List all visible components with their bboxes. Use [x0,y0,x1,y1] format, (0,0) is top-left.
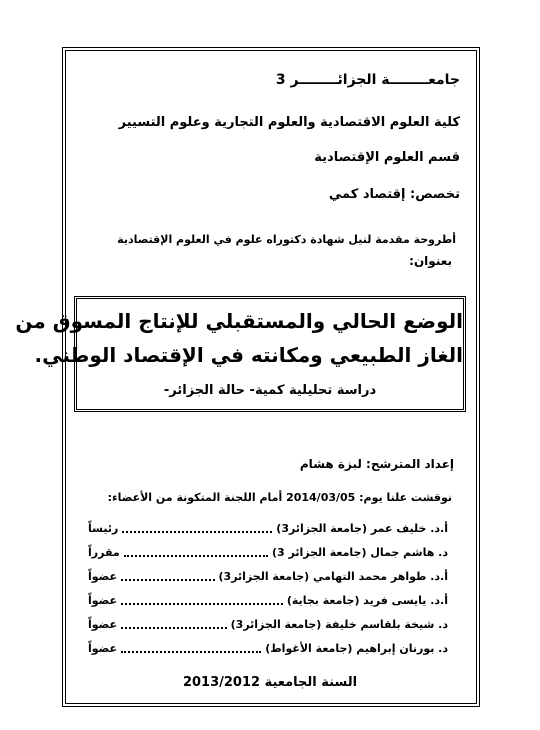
thesis-title-line-1: الوضع الحالي والمستقبلي للإنتاج المسوق من [15,309,463,333]
member-role: عضواً [88,617,118,631]
member-role: رئيساً [88,521,119,535]
thesis-subtitle: دراسة تحليلية كمية- حالة الجزائر- [163,383,377,398]
member-name: د. شيخة بلقاسم خليفة (جامعة الجزائر3) [230,617,448,631]
specialty: تخصص: إقتصاد كمي [328,187,460,202]
academic-year: السنة الجامعية 2013/2012 [182,675,358,690]
faculty-name: كلية العلوم الاقتصادية والعلوم التجارية وعلوم التسيير [118,115,460,130]
member-name: أ.د. خليف عمر (جامعة الجزائر3) [276,521,448,535]
title-box [15,296,466,412]
dotted-leader [121,651,261,653]
committee-member [88,567,448,585]
committee-member [88,591,448,609]
dotted-leader [124,555,268,557]
member-name: أ.د. يايسى فريد (جامعة بجاية) [286,593,448,607]
committee-member [88,639,448,657]
dotted-leader [121,627,227,629]
thesis-title-line-2: الغاز الطبيعي ومكانته في الإقتصاد الوطني. [34,343,463,367]
member-role: عضواً [88,593,118,607]
under-title-label: بعنوان: [409,254,452,268]
member-name: أ.د. طواهر محمد التهامي (جامعة الجزائر3) [218,569,448,583]
member-name: د. بورنان إبراهيم (جامعة الأغواط) [265,641,448,655]
member-name: د. هاشم جمال (جامعة الجزائر 3) [271,545,448,559]
candidate-name: إعداد المترشح: لبزة هشام [299,457,454,471]
thesis-statement: أطروحة مقدمة لنيل شهادة دكتوراه علوم في العلوم الإقتصادية [117,233,456,246]
member-role: مقرراً [88,545,120,559]
committee-member [88,615,448,633]
committee-member [88,519,448,537]
defense-statement: نوقشت علنا يوم: 2014/03/05 أمام اللجنة المتكونة من الأعضاء: [107,491,452,504]
university-name: جامعــــــــة الجزائــــــــر 3 [275,72,460,88]
department-name: قسم العلوم الإقتصادية [314,150,460,165]
committee-member [88,543,448,561]
dotted-leader [121,603,283,605]
member-role: عضواً [88,569,118,583]
dotted-leader [121,579,214,581]
dotted-leader [122,531,272,533]
member-role: عضواً [88,641,118,655]
